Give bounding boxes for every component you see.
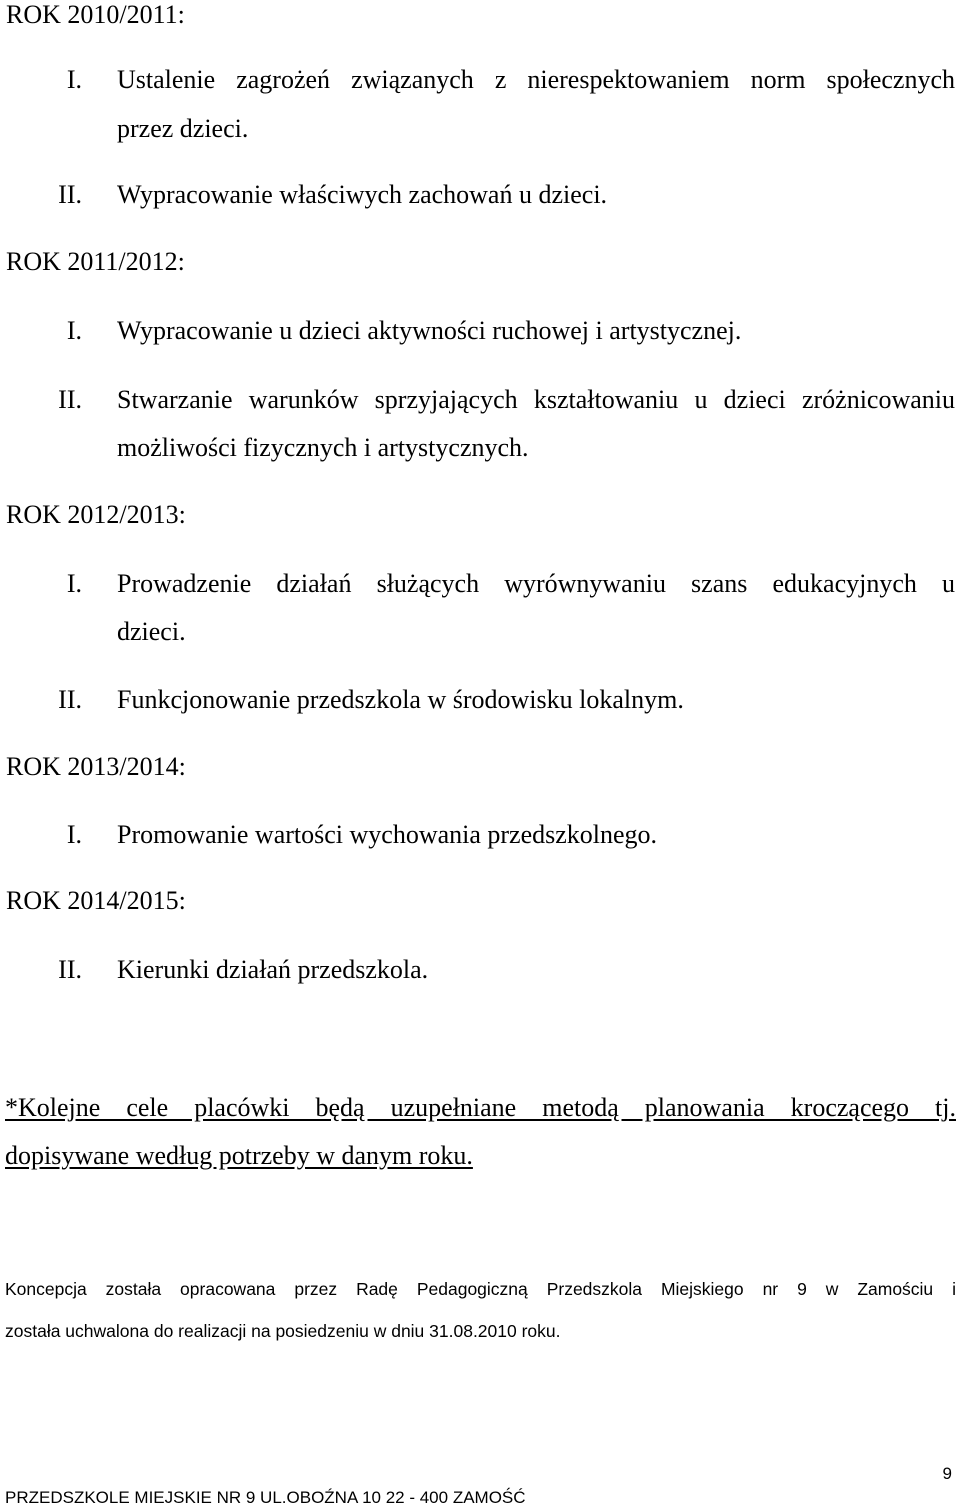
conclusion-line: została uchwalona do realizacji na posiedzeniu w dniu 31.08.2010 roku. [5,1321,561,1341]
section-heading-2013-2014: ROK 2013/2014: [6,752,186,781]
planning-note-line: *Kolejne cele placówki będą uzupełniane metodą planowania kroczącego tj. [5,1093,956,1122]
planning-note-line: dopisywane według potrzeby w danym roku. [5,1141,473,1170]
item-number: II. [58,180,82,209]
item-number: II. [58,955,82,984]
item-text-line: Wypracowanie właściwych zachowań u dzieci. [117,180,608,209]
page-footer: PRZEDSZKOLE MIEJSKIE NR 9 UL.OBOŹNA 10 22 - 400 ZAMOŚĆ [5,1488,526,1507]
item-text-line: Stwarzanie warunków sprzyjających kształtowaniu u dzieci zróżnicowaniu [117,385,955,414]
item-text-line: Wypracowanie u dzieci aktywności ruchowej i artystycznej. [117,316,742,345]
item-text-line: Kierunki działań przedszkola. [117,955,429,984]
item-text-line: przez dzieci. [117,114,249,143]
section-heading-2012-2013: ROK 2012/2013: [6,500,186,529]
item-number: II. [58,385,82,414]
conclusion-line: Koncepcja została opracowana przez Radę Pedagogiczną Przedszkola Miejskiego nr 9 w Zamościu i [5,1279,956,1299]
item-text-line: dzieci. [117,617,186,646]
item-text-line: możliwości fizycznych i artystycznych. [117,433,529,462]
item-text-line: Funkcjonowanie przedszkola w środowisku lokalnym. [117,685,684,714]
item-text-line: Ustalenie zagrożeń związanych z nierespektowaniem norm społecznych [117,65,955,94]
page-number: 9 [942,1464,952,1483]
item-text-line: Prowadzenie działań służących wyrównywaniu szans edukacyjnych u [117,569,955,598]
item-number: I. [66,316,82,345]
section-heading-2010-2011: ROK 2010/2011: [6,0,185,29]
section-heading-2011-2012: ROK 2011/2012: [6,247,185,276]
item-text-line: Promowanie wartości wychowania przedszkolnego. [117,820,658,849]
item-number: I. [66,820,82,849]
item-number: II. [58,685,82,714]
section-heading-2014-2015: ROK 2014/2015: [6,886,186,915]
item-number: I. [66,65,82,94]
item-number: I. [66,569,82,598]
